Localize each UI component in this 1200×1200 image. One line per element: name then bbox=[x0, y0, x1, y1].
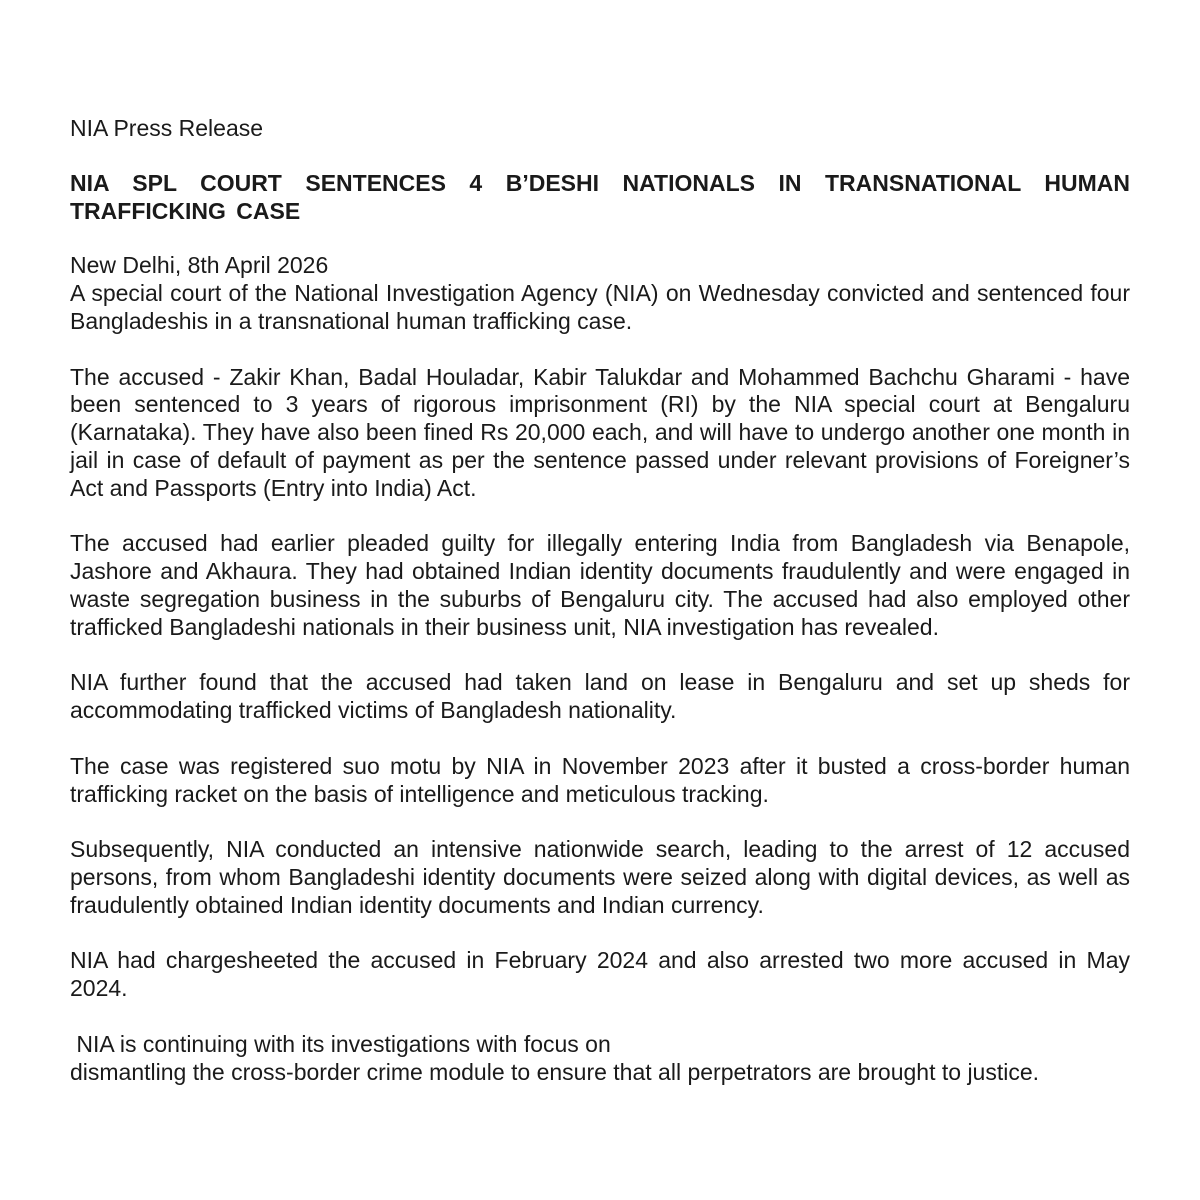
paragraph-land-lease: NIA further found that the accused had taken land on lease in Bengaluru and set up sheds for accommodating trafficked victims of Bangladesh nationality. bbox=[70, 669, 1130, 724]
paragraph-chargesheet: NIA had chargesheeted the accused in February 2024 and also arrested two more accused in May 2024. bbox=[70, 947, 1130, 1002]
closing-line-1: NIA is continuing with its investigations with focus on bbox=[70, 1030, 611, 1057]
release-dateline: New Delhi, 8th April 2026 bbox=[70, 252, 329, 279]
press-release-document bbox=[70, 115, 1130, 1114]
paragraph-case-registration: The case was registered suo motu by NIA in November 2023 after it busted a cross-border human trafficking racket on the basis of intelligence and meticulous tracking. bbox=[70, 752, 1130, 807]
paragraph-closing bbox=[70, 1031, 1130, 1087]
paragraph-guilty-plea: The accused had earlier pleaded guilty for illegally entering India from Bangladesh via Benapole, Jashore and Akhaura. They had obtained Indian identity documents fraudulently and were engaged in waste segregation business in the suburbs of Bengaluru city. The accused had also employed other trafficked Bangladeshi nationals in their business unit, NIA investigation has revealed. bbox=[70, 530, 1130, 640]
release-headline: NIA SPL COURT SENTENCES 4 B’DESHI NATIONALS IN TRANSNATIONAL HUMAN TRAFFICKING CASE bbox=[70, 169, 1130, 224]
closing-line-2: dismantling the cross-border crime module to ensure that all perpetrators are brought to justice. bbox=[70, 1058, 1040, 1085]
paragraph-sentence: The accused - Zakir Khan, Badal Houladar, Kabir Talukdar and Mohammed Bachchu Gharami - have been sentenced to 3 years of rigorous imprisonment (RI) by the NIA special court at Bengaluru (Karnataka). They have also been fined Rs 20,000 each, and will have to undergo another one month in jail in case of default of payment as per the sentence passed under relevant provisions of Foreigner’s Act and Passports (Entry into India) Act. bbox=[70, 363, 1130, 501]
paragraph-intro: A special court of the National Investigation Agency (NIA) on Wednesday convicted and sentenced four Bangladeshis in a transnational human trafficking case. bbox=[70, 280, 1130, 334]
paragraph-nationwide-search: Subsequently, NIA conducted an intensive nationwide search, leading to the arrest of 12 accused persons, from whom Bangladeshi identity documents were seized along with digital devices, as well as fraudulently obtained Indian identity documents and Indian currency. bbox=[70, 836, 1130, 918]
release-label: NIA Press Release bbox=[70, 115, 264, 141]
